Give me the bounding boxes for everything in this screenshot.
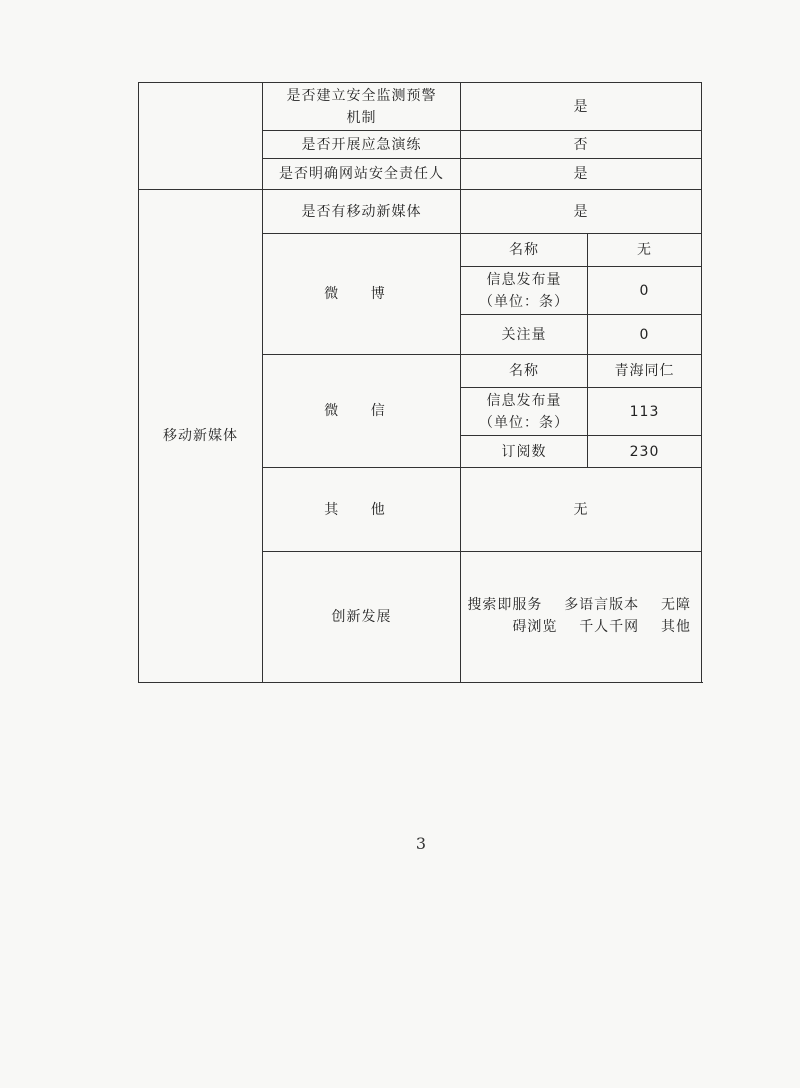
wechat-subscribers-label: 订阅数 xyxy=(461,436,588,468)
media-section-label: 移动新媒体 xyxy=(139,190,263,683)
weibo-name-value: 无 xyxy=(588,234,702,267)
website-report-table xyxy=(138,82,702,683)
has-media-value: 是 xyxy=(461,190,702,234)
innovation-item: 搜索即服务 xyxy=(467,597,543,613)
innovation-item: 其他 xyxy=(661,619,691,635)
innovation-item: 无障碍浏览 xyxy=(512,597,691,635)
wechat-name-value: 青海同仁 xyxy=(588,355,702,388)
monitoring-label: 是否建立安全监测预警 机制 xyxy=(263,83,461,131)
wechat-posts-label: 信息发布量 （单位：条） xyxy=(461,388,588,436)
weibo-posts-label: 信息发布量 （单位：条） xyxy=(461,267,588,315)
wechat-label: 微 信 xyxy=(263,355,461,468)
innovation-section-label: 创新发展 xyxy=(263,552,461,683)
weibo-followers-value: 0 xyxy=(588,315,702,355)
weibo-posts-value: 0 xyxy=(588,267,702,315)
wechat-posts-value: 113 xyxy=(588,388,702,436)
wechat-name-label: 名称 xyxy=(461,355,588,388)
weibo-followers-label: 关注量 xyxy=(461,315,588,355)
wechat-subscribers-value: 230 xyxy=(588,436,702,468)
innovation-items xyxy=(461,552,702,683)
has-media-label: 是否有移动新媒体 xyxy=(263,190,461,234)
weibo-name-label: 名称 xyxy=(461,234,588,267)
weibo-label: 微 博 xyxy=(263,234,461,355)
table-row xyxy=(139,190,702,234)
drill-value: 否 xyxy=(461,131,702,159)
other-value: 无 xyxy=(461,468,702,552)
drill-label: 是否开展应急演练 xyxy=(263,131,461,159)
other-label: 其 他 xyxy=(263,468,461,552)
monitoring-value: 是 xyxy=(461,83,702,131)
section-cell-empty xyxy=(139,83,263,190)
innovation-item: 多语言版本 xyxy=(564,597,640,613)
page-number: 3 xyxy=(415,834,427,853)
responsible-value: 是 xyxy=(461,159,702,190)
table-row xyxy=(139,83,702,131)
responsible-label: 是否明确网站安全责任人 xyxy=(263,159,461,190)
innovation-item: 千人千网 xyxy=(579,619,640,635)
